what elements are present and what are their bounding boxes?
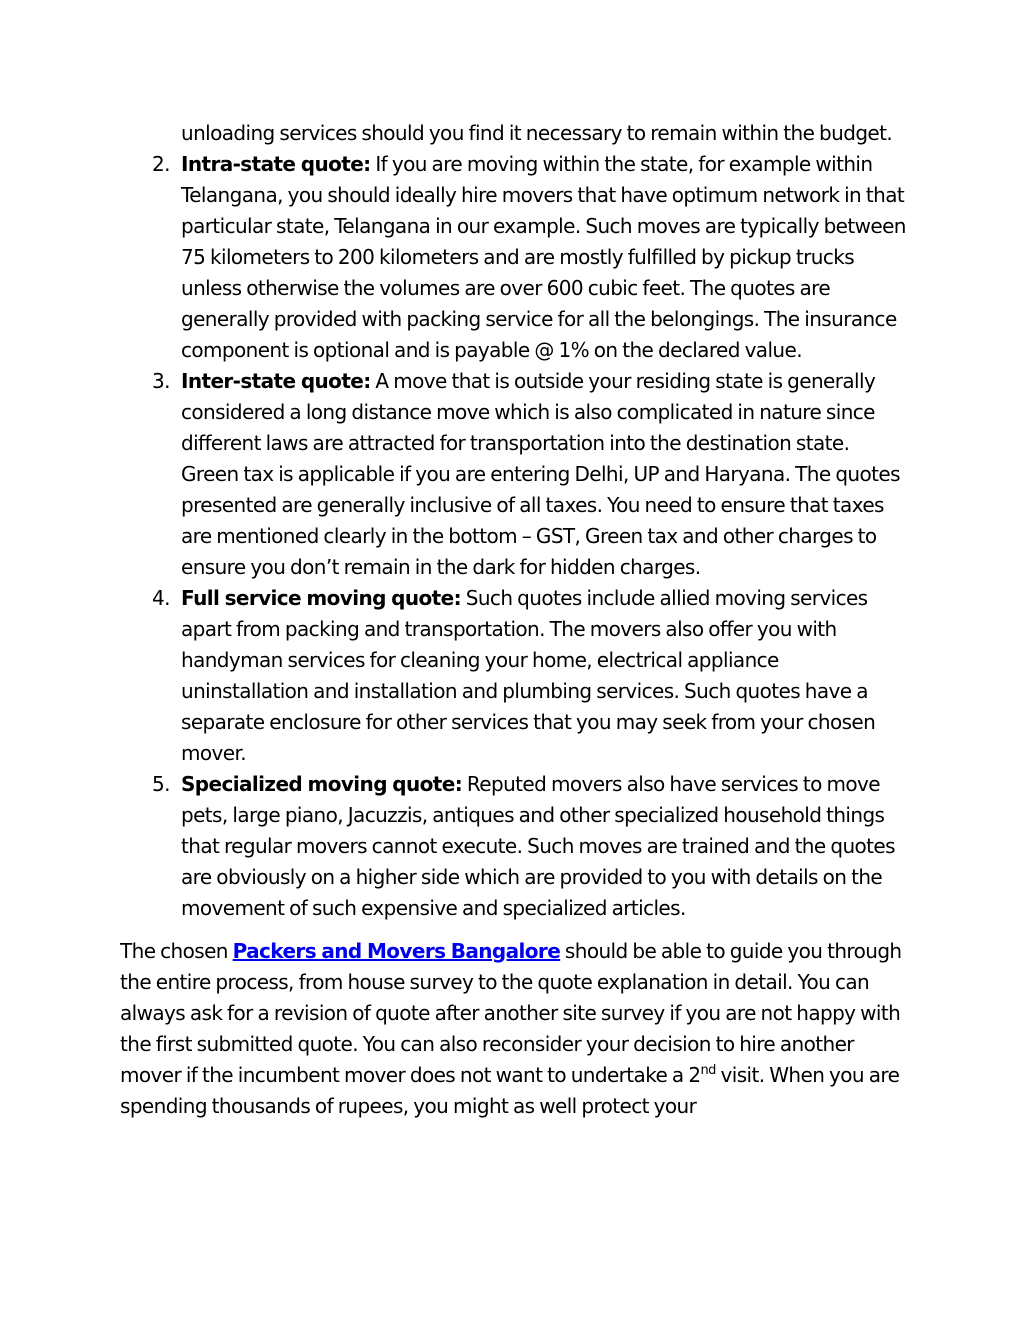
document-body xyxy=(120,118,910,1122)
list-item xyxy=(120,583,910,769)
ordinal-superscript: nd xyxy=(700,1063,716,1078)
closing-text-middle: should be able to guide you through the entire process, from house survey to the quote explanation in detail. You can always ask for a revision of quote after another site survey if you are not happy with the first submitted quote. You can also reconsider your decision to hire another mover if the incumbent mover does not want to undertake a 2 xyxy=(120,939,902,1087)
list-number: 3. xyxy=(152,369,170,393)
quote-types-list xyxy=(120,149,910,924)
list-item-term: Full service moving quote: xyxy=(181,586,461,610)
list-item-text: A move that is outside your residing state is generally considered a long distance move which is also complicated in nature since different laws are attracted for transportation into the destination state. Green tax is applicable if you are entering Delhi, UP and Haryana. The quotes presented are generally inclusive of all taxes. You need to ensure that taxes are mentioned clearly in the bottom – GST, Green tax and other charges to ensure you don’t remain in the dark for hidden charges. xyxy=(181,369,900,579)
list-item-text: Reputed movers also have services to move pets, large piano, Jacuzzis, antiques and other specialized household things that regular movers cannot execute. Such moves are trained and the quotes are obviously on a higher side which are provided to you with details on the movement of such expensive and specialized articles. xyxy=(181,772,895,920)
closing-text-start: The chosen xyxy=(120,939,233,963)
closing-paragraph xyxy=(120,936,910,1122)
packers-movers-bangalore-link[interactable]: Packers and Movers Bangalore xyxy=(232,939,561,963)
list-number: 5. xyxy=(152,772,170,796)
list-item-text: Such quotes include allied moving services apart from packing and transportation. The movers also offer you with handyman services for cleaning your home, electrical appliance uninstallation and installation and plumbing services. Such quotes have a separate enclosure for other services that you may seek from your chosen mover. xyxy=(181,586,876,765)
list-item-text: If you are moving within the state, for example within Telangana, you should ideally hire movers that have optimum network in that particular state, Telangana in our example. Such moves are typically between 75 kilometers to 200 kilometers and are mostly fulfilled by pickup trucks unless otherwise the volumes are over 600 cubic feet. The quotes are generally provided with packing service for all the belongings. The insurance component is optional and is payable @ 1% on the declared value. xyxy=(181,152,906,362)
list-item xyxy=(120,149,910,366)
list-number: 4. xyxy=(152,586,170,610)
list-item-term: Specialized moving quote: xyxy=(181,772,463,796)
list-item xyxy=(120,366,910,583)
list-item-term: Inter-state quote: xyxy=(181,369,371,393)
list-item xyxy=(120,769,910,924)
closing-text-end: visit. When you are spending thousands of rupees, you might as well protect your xyxy=(120,1063,900,1118)
list-item-term: Intra-state quote: xyxy=(181,152,371,176)
continued-paragraph: unloading services should you find it necessary to remain within the budget. xyxy=(181,121,893,145)
list-number: 2. xyxy=(152,152,170,176)
